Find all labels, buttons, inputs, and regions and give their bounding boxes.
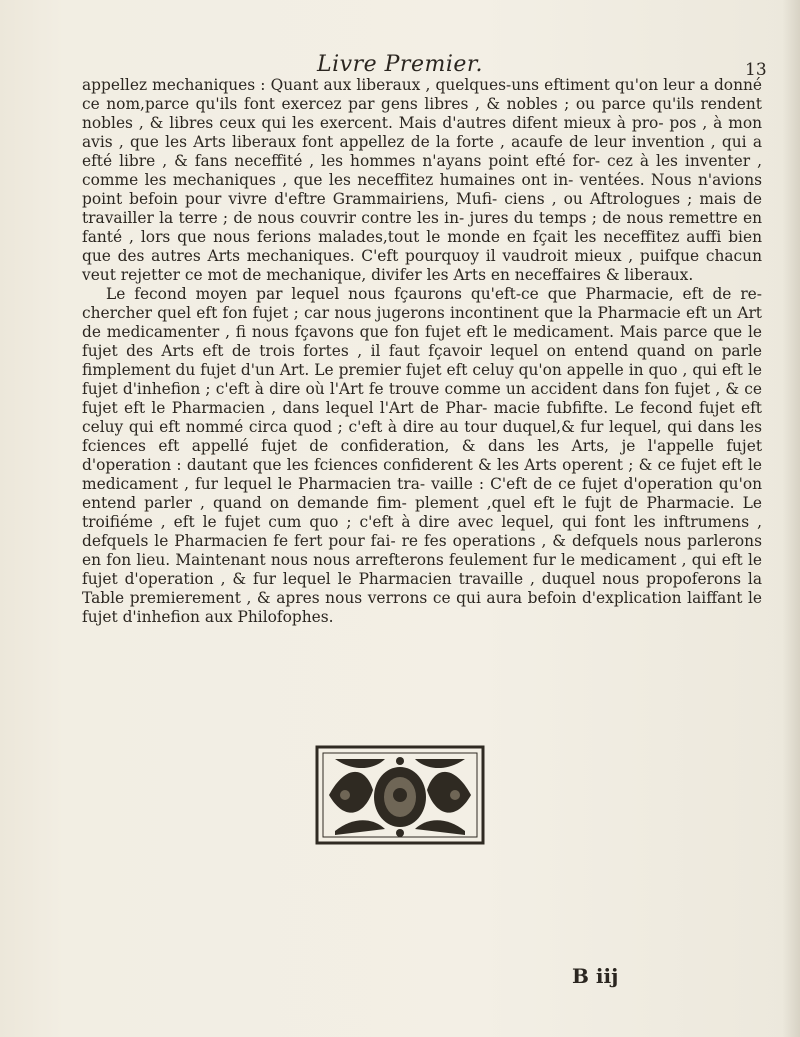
fleuron-ornament — [315, 745, 485, 845]
page-number: 13 — [745, 60, 767, 80]
signature-mark: B iij — [572, 964, 619, 988]
running-title: Livre Premier. — [317, 52, 483, 77]
body-text — [82, 76, 762, 627]
paragraph-2: Le fecond moyen par lequel nous fçaurons qu'eft-ce que Pharmacie, eft de re- chercher quel eft fon fujet ; car nous jugerons incontinent que la Pharmacie eft un Art de medicamenter , fi nous fçavons que fon fujet eft le medicament. Mais parce que le fujet des Arts eft de trois fortes , il faut fçavoir lequel on entend quand on parle fimplement du fujet d'un Art. Le premier fujet eft celuy qu'on appelle in quo , qui eft le fujet d'inhefion ; c'eft à dire où l'Art fe trouve comme un accident dans fon fujet , & ce fujet eft le Pharmacien , dans lequel l'Art de Phar- macie fubfifte. Le fecond fujet eft celuy qui eft nommé circa quod ; c'eft à dire au tour duquel,& fur lequel, qui dans les fciences eft appellé fujet de confideration, & dans les Arts, je l'appelle fujet d'operation : dautant que les fciences confiderent & les Arts operent ; & ce fujet eft le medicament , fur lequel le Pharmacien tra- vaille : C'eft de ce fujet d'operation qu'on entend parler , quand on demande fim- plement ,quel eft le fujt de Pharmacie. Le troifiéme , eft le fujet cum quo ; c'eft à dire avec lequel, qui font les inftrumens , defquels le Pharmacien fe fert pour fai- re fes operations , & defquels nous parlerons en fon lieu. Maintenant nous nous arrefterons feulement fur le medicament , qui eft le fujet d'operation , & fur lequel le Pharmacien travaille , duquel nous propoferons la Table premierement , & apres nous verrons ce qui aura befoin d'explication laiffant le fujet d'inhefion aux Philofophes. — [82, 285, 762, 626]
paragraph-1: appellez mechaniques : Quant aux liberaux , quelques-uns eftiment qu'on leur a donné ce nom,parce qu'ils font exercez par gens libres , & nobles ; ou parce qu'ils rendent nobles , & libres ceux qui les exercent. Mais d'autres difent mieux à pro- pos , à mon avis , que les Arts liberaux font appellez de la forte , acaufe de leur invention , qui a efté libre , & fans neceffité , les hommes n'ayans point efté for- cez à les inventer , comme les mechaniques , que les neceffitez humaines ont in- ventées. Nous n'avions point befoin pour vivre d'eftre Grammairiens, Mufi- ciens , ou Aftrologues ; mais de travailler la terre ; de nous couvrir contre les in- jures du temps ; de nous remettre en fanté , lors que nous ferions malades,tout le monde en fçait les neceffitez auffi bien que des autres Arts mechaniques. C'eft pourquoy il vaudroit mieux , puifque chacun veut rejetter ce mot de mechanique, divifer les Arts en neceffaires & liberaux. — [82, 76, 762, 284]
